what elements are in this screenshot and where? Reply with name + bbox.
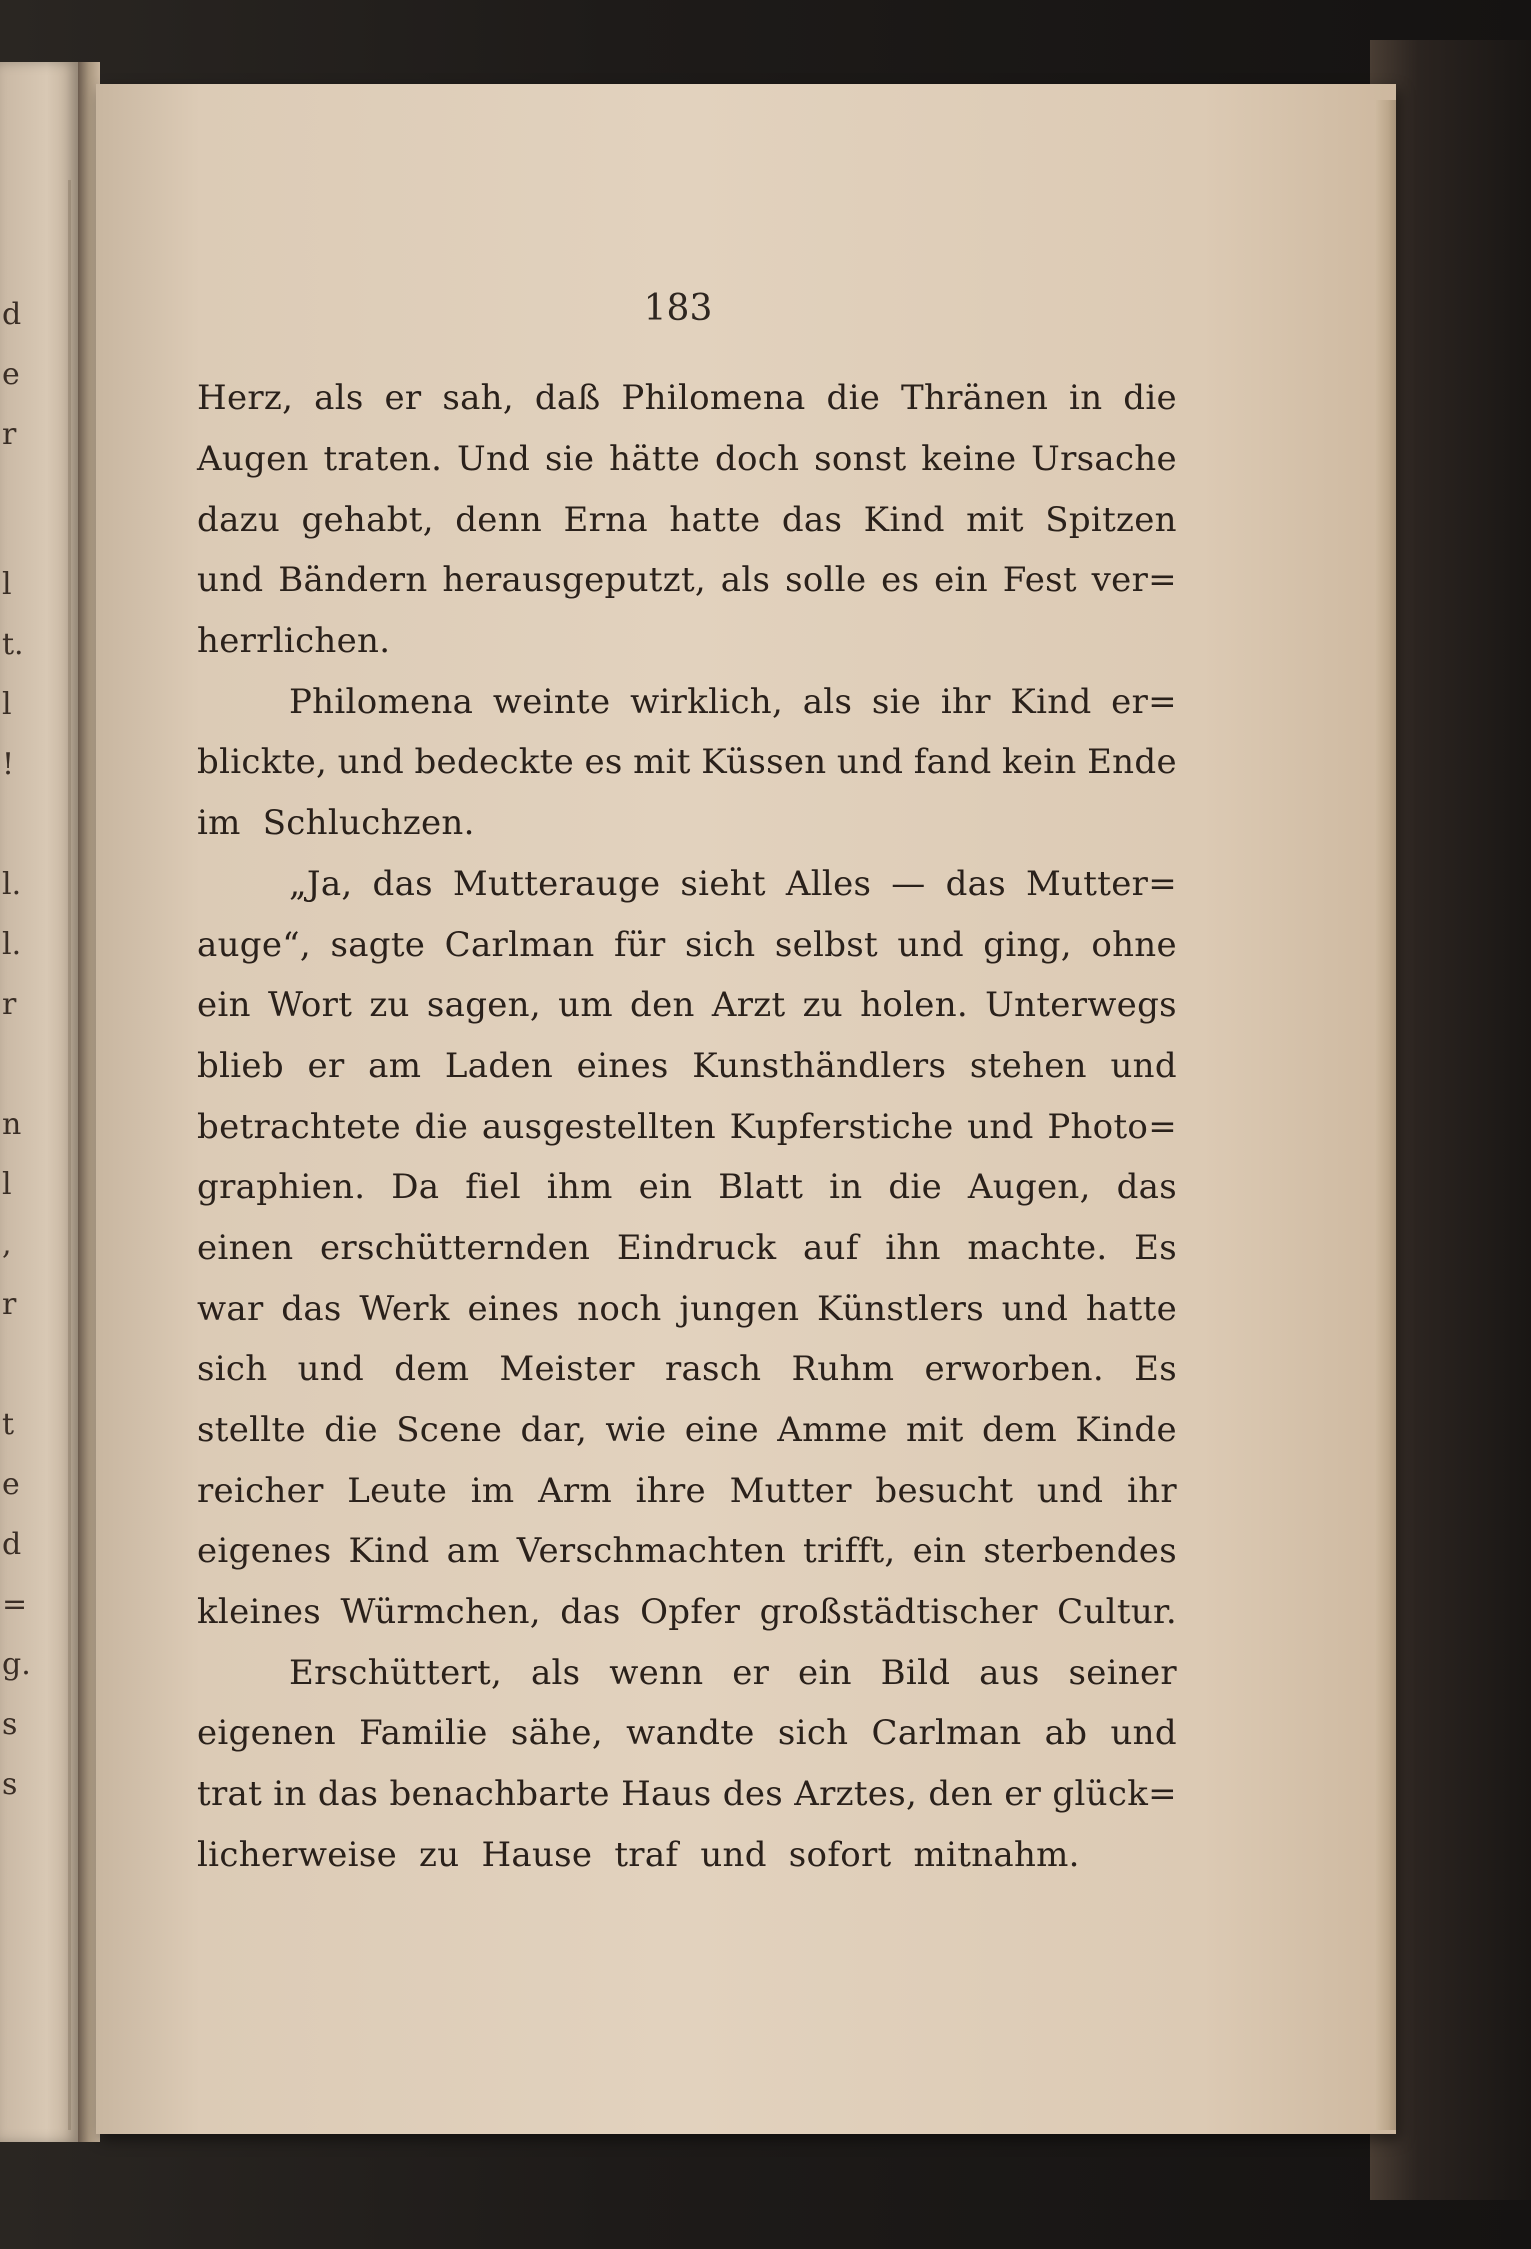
text-line: eigenes Kind am Verschmachten trifft, ein sterbendes: [197, 1531, 1177, 1572]
page-edge: [1376, 100, 1396, 2130]
left-page-fragment: l: [2, 1167, 12, 1202]
text-line: und Bändern herausgeputzt, als solle es ein Fest ver=: [197, 560, 1177, 601]
text-line: im Schluchzen.: [197, 803, 475, 844]
left-page-fragment: l: [2, 687, 12, 722]
left-page-fragment: s: [2, 1707, 18, 1742]
text-line: graphien. Da fiel ihm ein Blatt in die Augen, das: [197, 1167, 1177, 1208]
left-page-fragment: =: [2, 1587, 28, 1622]
left-page-fragment: r: [2, 1287, 17, 1322]
left-page-fragment: s: [2, 1767, 18, 1802]
left-page-fragment: r: [2, 987, 17, 1022]
left-page-fragment: ,: [2, 1227, 12, 1262]
text-line: Erschüttert, als wenn er ein Bild aus seiner: [289, 1652, 1177, 1693]
text-line: Augen traten. Und sie hätte doch sonst keine Ursache: [197, 439, 1177, 480]
text-line: blickte, und bedeckte es mit Küssen und fand kein Ende: [197, 742, 1177, 783]
text-line: herrlichen.: [197, 621, 391, 662]
left-page-fragment: r: [2, 417, 17, 452]
text-line: einen erschütternden Eindruck auf ihn machte. Es: [197, 1227, 1177, 1268]
text-line: trat in das benachbarte Haus des Arztes, den er glück=: [197, 1774, 1177, 1815]
left-page-fragment: n: [2, 1107, 22, 1142]
left-page-fragment: l.: [2, 867, 22, 902]
text-line: reicher Leute im Arm ihre Mutter besucht und ihr: [197, 1470, 1177, 1511]
text-line: eigenen Familie sähe, wandte sich Carlman ab und: [197, 1713, 1177, 1754]
left-facing-page: [0, 62, 78, 2142]
text-line: Herz, als er sah, daß Philomena die Thränen in die: [197, 378, 1177, 419]
left-page-fragment: l: [2, 567, 12, 602]
text-line: sich und dem Meister rasch Ruhm erworben. Es: [197, 1349, 1177, 1390]
left-page-fragment: l.: [2, 927, 22, 962]
text-line: stellte die Scene dar, wie eine Amme mit dem Kinde: [197, 1410, 1177, 1451]
text-line: blieb er am Laden eines Kunsthändlers stehen und: [197, 1045, 1177, 1086]
text-line: auge“, sagte Carlman für sich selbst und ging, ohne: [197, 924, 1177, 965]
left-page-rule: [68, 180, 71, 2130]
left-page-fragment: e: [2, 1467, 20, 1502]
page-number: 183: [643, 288, 713, 329]
left-page-fragment: !: [2, 747, 15, 782]
left-page-fragment: d: [2, 297, 22, 332]
left-page-fragment: t: [2, 1407, 15, 1442]
left-page-fragment: e: [2, 357, 20, 392]
text-line: ein Wort zu sagen, um den Arzt zu holen. Unterwegs: [197, 985, 1177, 1026]
text-line: betrachtete die ausgestellten Kupferstiche und Photo=: [197, 1106, 1177, 1147]
text-line: Philomena weinte wirklich, als sie ihr Kind er=: [289, 681, 1177, 722]
left-page-fragment: g.: [2, 1647, 31, 1682]
left-page-fragment: t.: [2, 627, 24, 662]
text-line: „Ja, das Mutterauge sieht Alles — das Mutter=: [289, 863, 1177, 904]
text-line: licherweise zu Hause traf und sofort mitnahm.: [197, 1834, 1080, 1875]
body-text: [197, 368, 1177, 1885]
text-line: war das Werk eines noch jungen Künstlers und hatte: [197, 1288, 1177, 1329]
text-line: dazu gehabt, denn Erna hatte das Kind mit Spitzen: [197, 499, 1177, 540]
text-line: kleines Würmchen, das Opfer großstädtischer Cultur.: [197, 1592, 1177, 1633]
left-page-fragment: d: [2, 1527, 22, 1562]
